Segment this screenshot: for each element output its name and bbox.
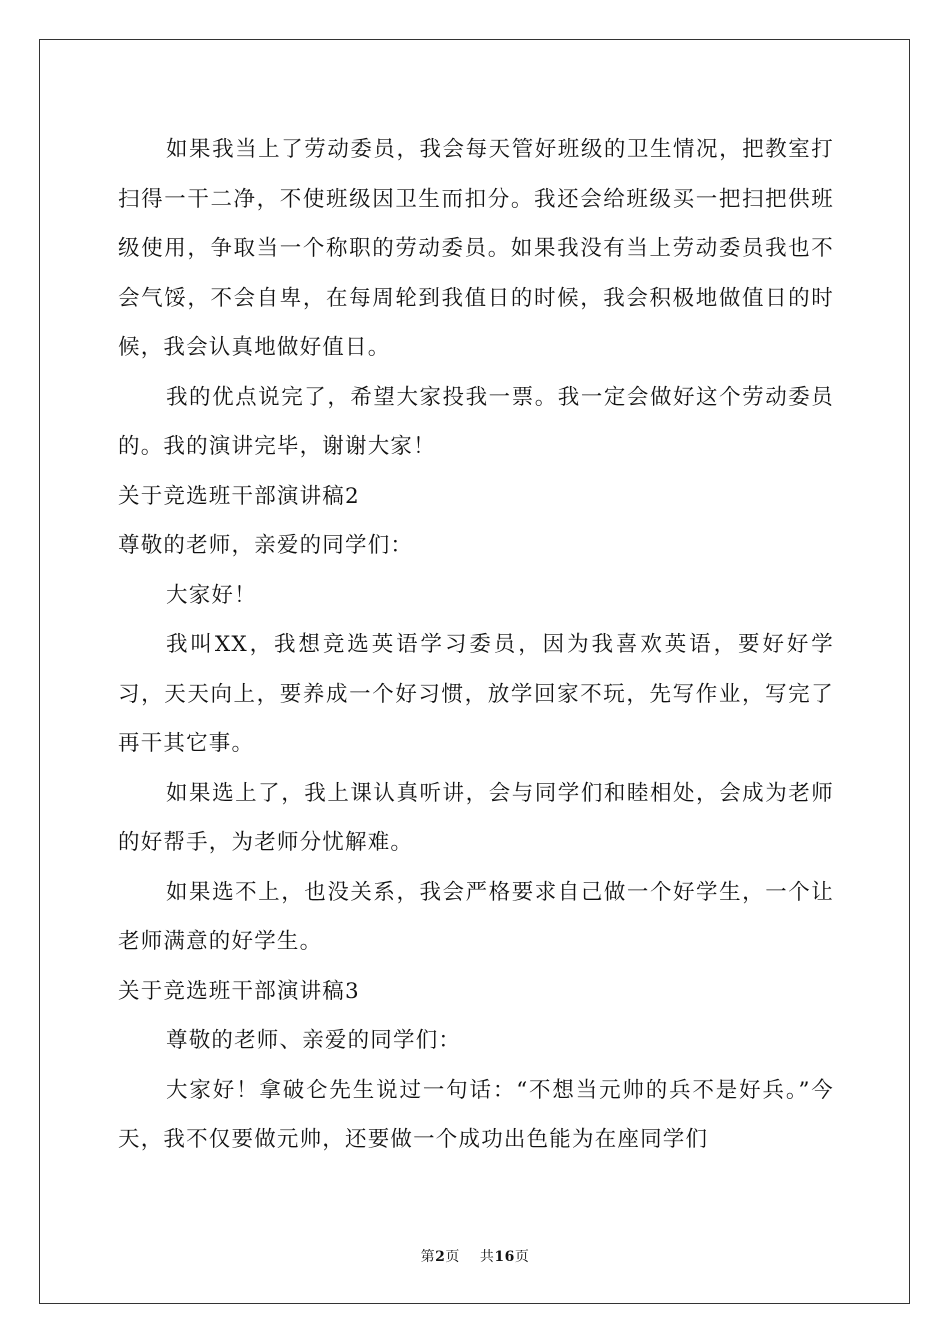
paragraph: 如果选不上，也没关系，我会严格要求自己做一个好学生，一个让老师满意的好学生。	[118, 879, 834, 954]
paragraph: 我的优点说完了，希望大家投我一票。我一定会做好这个劳动委员的。我的演讲完毕，谢谢大家！	[118, 384, 834, 459]
total-pages: 16	[494, 1249, 515, 1265]
total-suffix: 页	[514, 1249, 530, 1265]
section-heading: 关于竞选班干部演讲稿2	[118, 483, 360, 509]
page-suffix: 页	[445, 1249, 460, 1265]
salutation: 尊敬的老师，亲爱的同学们：	[118, 533, 414, 558]
total-prefix: 共	[479, 1249, 495, 1265]
paragraph: 如果选上了，我上课认真听讲，会与同学们和睦相处，会成为老师的好帮手，为老师分忧解难。	[118, 780, 834, 855]
paragraph: 我叫XX，我想竞选英语学习委员，因为我喜欢英语，要好好学习，天天向上，要养成一个好习惯，放学回家不玩，先写作业，写完了再干其它事。	[118, 632, 834, 756]
document-body	[118, 125, 834, 1165]
greeting: 大家好！	[166, 582, 257, 608]
page-number: 2	[435, 1249, 446, 1265]
page-footer	[0, 1246, 950, 1266]
page-prefix: 第	[420, 1249, 436, 1265]
section-heading: 关于竞选班干部演讲稿3	[118, 978, 360, 1004]
salutation: 尊敬的老师、亲爱的同学们：	[166, 1028, 462, 1053]
paragraph: 大家好！拿破仑先生说过一句话：“不想当元帅的兵不是好兵。”今天，我不仅要做元帅，还要做一个成功出色能为在座同学们	[118, 1077, 834, 1152]
paragraph: 如果我当上了劳动委员，我会每天管好班级的卫生情况，把教室打扫得一干二净，不使班级因卫生而扣分。我还会给班级买一把扫把供班级使用，争取当一个称职的劳动委员。如果我没有当上劳动委员我也不会气馁，不会自卑，在每周轮到我值日的时候，我会积极地做值日的时候，我会认真地做好值日。	[118, 137, 834, 360]
